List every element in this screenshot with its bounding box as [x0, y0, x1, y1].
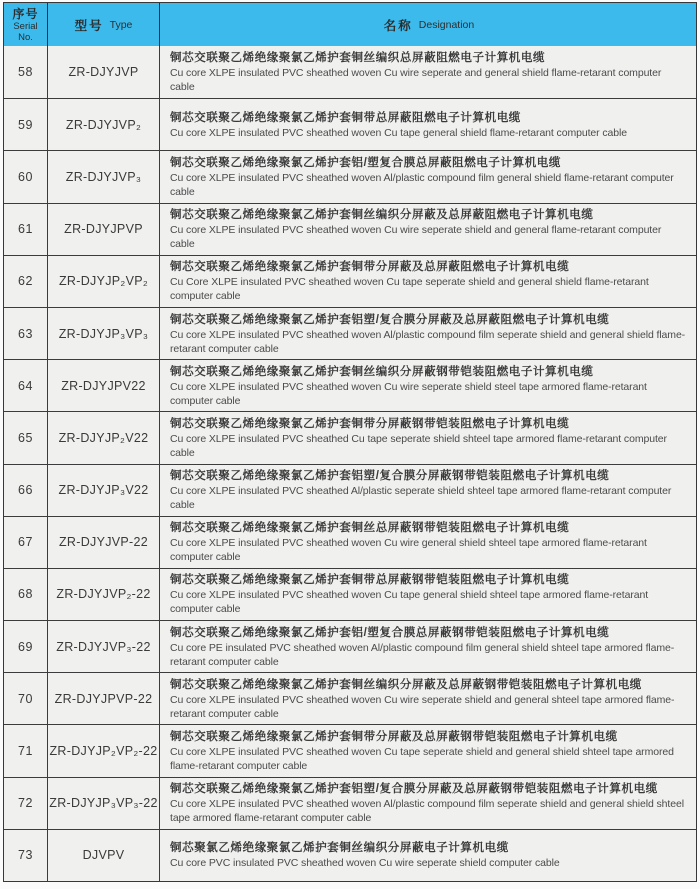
header-type-en: Type — [109, 18, 133, 31]
type-code: ZR-DJYJVP₃-22 — [56, 639, 151, 654]
type-code: ZR-DJYJP₃VP₃ — [58, 326, 149, 341]
designation-chinese: 铜芯交联聚乙烯绝缘聚氯乙烯护套铜带总屏蔽钢带铠装阻燃电子计算机电缆 — [170, 574, 570, 587]
serial-number: 62 — [18, 274, 33, 289]
type-cell — [48, 360, 160, 411]
table-row — [4, 46, 696, 98]
type-cell — [48, 673, 160, 724]
serial-cell — [4, 360, 48, 411]
type-cell — [48, 778, 160, 829]
header-cell-serial — [4, 3, 48, 46]
designation-cell — [160, 151, 696, 202]
type-cell — [48, 204, 160, 255]
serial-number: 60 — [18, 169, 33, 184]
type-cell — [48, 412, 160, 463]
designation-english: Cu core XLPE insulated PVC sheathed woven Cu wire seperate shield and general flame-retarant computer cable — [170, 224, 662, 251]
designation-chinese: 铜芯交联聚乙烯绝缘聚氯乙烯护套铜丝编织分屏蔽及总屏蔽阻燃电子计算机电缆 — [170, 209, 594, 222]
serial-cell — [4, 204, 48, 255]
serial-cell — [4, 725, 48, 776]
serial-number: 63 — [18, 326, 33, 341]
serial-number: 70 — [18, 691, 33, 706]
designation-english: Cu core XLPE insulated PVC sheathed woven Cu tape general shield flame-retarant computer cable — [170, 126, 627, 139]
serial-cell — [4, 517, 48, 568]
table-row — [4, 359, 696, 411]
designation-english: Cu Core XLPE insulated PVC sheathed woven Cu tape seperate shield and general shield flame-retarant computer cable — [170, 276, 649, 303]
cable-spec-table — [3, 2, 697, 882]
designation-cell — [160, 621, 696, 672]
designation-chinese: 铜芯聚氯乙烯绝缘聚氯乙烯护套铜丝编织分屏蔽电子计算机电缆 — [170, 842, 509, 855]
designation-chinese: 铜芯交联聚乙烯绝缘聚氯乙烯护套铝/塑复合膜总屏蔽钢带铠装阻燃电子计算机电缆 — [170, 626, 610, 639]
type-code: DJVPV — [82, 848, 125, 863]
designation-english: Cu core XLPE insulated PVC sheathed woven Cu tape seperate shield and general shield shteel tape armored flame-retarant computer cable — [170, 746, 674, 773]
header-designation-en: Designation — [418, 18, 475, 31]
type-cell — [48, 725, 160, 776]
designation-english: Cu core XLPE insulated PVC sheathed woven Cu wire seperate and general shield flame-retarant computer cable — [170, 67, 662, 94]
serial-cell — [4, 308, 48, 359]
serial-number: 71 — [18, 744, 33, 759]
designation-english: Cu core XLPE insulated PVC sheathed woven Cu wire seperate shield and general shteel tape armored flame-retarant computer cable — [170, 693, 675, 720]
designation-chinese: 铜芯交联聚乙烯绝缘聚氯乙烯护套铜丝总屏蔽钢带铠装阻燃电子计算机电缆 — [170, 522, 570, 535]
designation-chinese: 铜芯交联聚乙烯绝缘聚氯乙烯护套铜带总屏蔽阻燃电子计算机电缆 — [170, 111, 521, 124]
table-row — [4, 829, 696, 881]
table-row — [4, 255, 696, 307]
serial-number: 65 — [18, 430, 33, 445]
type-code: ZR-DJYJP₃V22 — [58, 483, 149, 498]
type-cell — [48, 46, 160, 98]
designation-english: Cu core XLPE insulated PVC sheathed Cu tape seperate shield shteel tape armored flame-retarant computer cable — [170, 432, 667, 459]
designation-chinese: 铜芯交联聚乙烯绝缘聚氯乙烯护套铝塑/复合膜分屏蔽及总屏蔽钢带铠装阻燃电子计算机电缆 — [170, 783, 658, 796]
type-code: ZR-DJYJPVP — [64, 222, 143, 237]
table-row — [4, 98, 696, 150]
header-cell-designation — [160, 3, 696, 46]
type-code: ZR-DJYJVP₂ — [65, 117, 142, 132]
table-row — [4, 516, 696, 568]
designation-cell — [160, 778, 696, 829]
table-row — [4, 672, 696, 724]
header-serial-cn: 序号 — [12, 6, 39, 21]
type-cell — [48, 517, 160, 568]
type-code: ZR-DJYJP₂V22 — [58, 430, 149, 445]
type-code: ZR-DJYJP₃VP₃-22 — [49, 796, 158, 811]
designation-cell — [160, 830, 696, 881]
serial-number: 69 — [18, 639, 33, 654]
type-code: ZR-DJYJVP — [68, 65, 139, 80]
designation-cell — [160, 308, 696, 359]
designation-english: Cu core PE insulated PVC sheathed woven Al/plastic compound film general shield shteel tape armored flame-retarant computer cable — [170, 641, 675, 668]
type-cell — [48, 99, 160, 150]
serial-number: 73 — [18, 848, 33, 863]
serial-cell — [4, 256, 48, 307]
serial-number: 72 — [18, 796, 33, 811]
designation-chinese: 铜芯交联聚乙烯绝缘聚氯乙烯护套铝/塑复合膜总屏蔽阻燃电子计算机电缆 — [170, 156, 561, 169]
designation-chinese: 铜芯交联聚乙烯绝缘聚氯乙烯护套铝塑/复合膜分屏蔽及总屏蔽阻燃电子计算机电缆 — [170, 313, 610, 326]
serial-cell — [4, 621, 48, 672]
serial-cell — [4, 673, 48, 724]
table-row — [4, 203, 696, 255]
designation-cell — [160, 569, 696, 620]
serial-cell — [4, 830, 48, 881]
type-cell — [48, 569, 160, 620]
serial-cell — [4, 412, 48, 463]
designation-chinese: 铜芯交联聚乙烯绝缘聚氯乙烯护套铜带分屏蔽钢带铠装阻燃电子计算机电缆 — [170, 417, 570, 430]
type-cell — [48, 830, 160, 881]
designation-english: Cu core XLPE insulated PVC sheathed woven Al/plastic compound film general shield flame-retarant computer cable — [170, 171, 674, 198]
serial-cell — [4, 569, 48, 620]
type-code: ZR-DJYJVP₂-22 — [56, 587, 151, 602]
table-row — [4, 724, 696, 776]
designation-chinese: 铜芯交联聚乙烯绝缘聚氯乙烯护套铜丝编织分屏蔽及总屏蔽钢带铠装阻燃电子计算机电缆 — [170, 678, 642, 691]
type-code: ZR-DJYJP₂VP₂-22 — [49, 744, 158, 759]
designation-english: Cu core PVC insulated PVC sheathed woven Cu wire seperate shield computer cable — [170, 857, 560, 870]
designation-english: Cu core XLPE insulated PVC sheathed woven Al/plastic compound film seperate shield and general shield flame-retarant computer cable — [170, 328, 686, 355]
designation-chinese: 铜芯交联聚乙烯绝缘聚氯乙烯护套铜丝编织分屏蔽钢带铠装阻燃电子计算机电缆 — [170, 365, 594, 378]
designation-cell — [160, 673, 696, 724]
designation-cell — [160, 99, 696, 150]
serial-cell — [4, 99, 48, 150]
serial-number: 67 — [18, 535, 33, 550]
designation-chinese: 铜芯交联聚乙烯绝缘聚氯乙烯护套铜带分屏蔽及总屏蔽钢带铠装阻燃电子计算机电缆 — [170, 731, 618, 744]
designation-cell — [160, 46, 696, 98]
type-code: ZR-DJYJPV22 — [61, 378, 146, 393]
type-cell — [48, 465, 160, 516]
table-row — [4, 620, 696, 672]
type-code: ZR-DJYJVP₃ — [65, 169, 142, 184]
designation-cell — [160, 465, 696, 516]
serial-cell — [4, 465, 48, 516]
designation-english: Cu core XLPE insulated PVC sheathed woven Al/plastic compound film seperate shield and general shield shteel tape armored flame-retarant computer cable — [170, 798, 684, 825]
serial-cell — [4, 778, 48, 829]
header-type-cn: 型号 — [74, 18, 104, 33]
table-row — [4, 464, 696, 516]
type-code: ZR-DJYJVP-22 — [58, 535, 149, 550]
table-row — [4, 307, 696, 359]
table-row — [4, 150, 696, 202]
designation-chinese: 铜芯交联聚乙烯绝缘聚氯乙烯护套铜带分屏蔽及总屏蔽阻燃电子计算机电缆 — [170, 261, 570, 274]
designation-cell — [160, 204, 696, 255]
designation-english: Cu core XLPE insulated PVC sheathed woven Cu tape general shield shteel tape armored flame-retarant computer cable — [170, 589, 649, 616]
header-serial-en-line1: Serial — [13, 20, 38, 32]
table-header-row — [4, 3, 696, 46]
designation-cell — [160, 256, 696, 307]
serial-number: 61 — [18, 222, 33, 237]
designation-cell — [160, 517, 696, 568]
serial-number: 64 — [18, 378, 33, 393]
table-body — [4, 46, 696, 881]
serial-cell — [4, 46, 48, 98]
type-code: ZR-DJYJP₂VP₂ — [58, 274, 148, 289]
designation-english: Cu core XLPE insulated PVC sheathed Al/plastic seperate shield shteel tape armored flame-retarant computer cable — [170, 485, 672, 512]
serial-number: 68 — [18, 587, 33, 602]
serial-number: 66 — [18, 483, 33, 498]
type-code: ZR-DJYJPVP-22 — [54, 691, 153, 706]
designation-cell — [160, 360, 696, 411]
table-row — [4, 411, 696, 463]
designation-chinese: 铜芯交联聚乙烯绝缘聚氯乙烯护套铜丝编织总屏蔽阻燃电子计算机电缆 — [170, 52, 546, 65]
header-cell-type — [48, 3, 160, 46]
header-serial-en-line2: No. — [18, 31, 33, 43]
designation-cell — [160, 725, 696, 776]
table-row — [4, 568, 696, 620]
designation-english: Cu core XLPE insulated PVC sheathed woven Cu wire general shield shteel tape armored flame-retarant computer cable — [170, 537, 647, 564]
serial-number: 58 — [18, 65, 33, 80]
designation-chinese: 铜芯交联聚乙烯绝缘聚氯乙烯护套铝塑/复合膜分屏蔽钢带铠装阻燃电子计算机电缆 — [170, 470, 610, 483]
designation-english: Cu core XLPE insulated PVC sheathed woven Cu wire seperate shield steel tape armored flame-retarant computer cable — [170, 380, 647, 407]
header-designation-cn: 名称 — [383, 18, 413, 33]
serial-cell — [4, 151, 48, 202]
designation-cell — [160, 412, 696, 463]
serial-number: 59 — [18, 117, 33, 132]
type-cell — [48, 621, 160, 672]
type-cell — [48, 151, 160, 202]
type-cell — [48, 308, 160, 359]
type-cell — [48, 256, 160, 307]
table-row — [4, 777, 696, 829]
